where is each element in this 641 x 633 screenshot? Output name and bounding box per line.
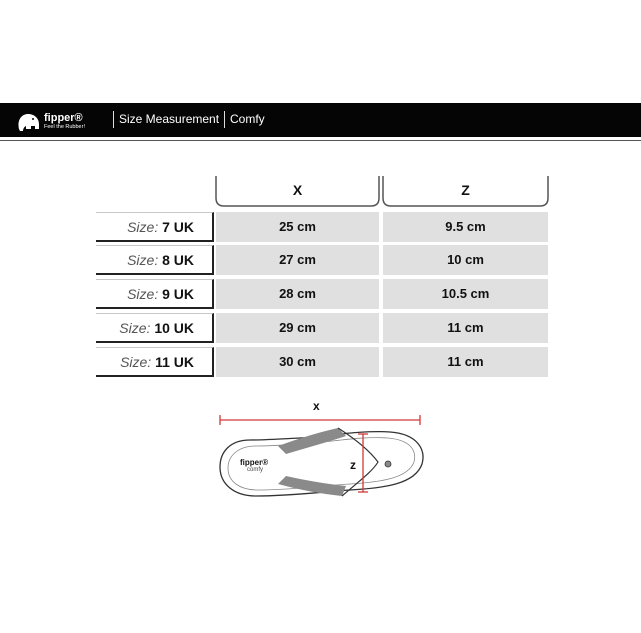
row-label-size: Size: 10 UK: [96, 313, 214, 343]
cell-x: 30 cm: [216, 347, 379, 377]
cell-x: 29 cm: [216, 313, 379, 343]
cell-x: 27 cm: [216, 245, 379, 275]
brand-logo: [15, 111, 105, 133]
size-value: 11 UK: [155, 354, 194, 370]
brand-tagline: Feel the Rubber!: [44, 124, 85, 130]
z-dimension-label: z: [350, 458, 356, 472]
row-label-size: Size: 11 UK: [96, 347, 214, 377]
x-dimension-label: x: [313, 399, 320, 413]
header-separator: [113, 111, 114, 128]
size-value: 7 UK: [162, 219, 194, 235]
cell-z: 9.5 cm: [383, 212, 548, 242]
size-value: 8 UK: [162, 252, 194, 268]
cell-z: 11 cm: [383, 347, 548, 377]
flip-flop-illustration: [210, 392, 440, 507]
header-underline: [0, 140, 641, 141]
sole-brand: fipper®: [240, 458, 269, 467]
column-header-x: X: [292, 182, 303, 198]
size-value: 9 UK: [162, 286, 194, 302]
row-label-size: Size: 9 UK: [96, 279, 214, 309]
flip-flop-diagram: [210, 392, 440, 507]
brand-name: fipper®: [44, 112, 83, 124]
page-title: Size Measurement: [119, 112, 220, 126]
cell-x: 28 cm: [216, 279, 379, 309]
cell-x: 25 cm: [216, 212, 379, 242]
sole-model: comfy: [247, 467, 264, 473]
size-value: 10 UK: [154, 320, 194, 336]
row-label-size: Size: 7 UK: [96, 212, 214, 242]
cell-z: 11 cm: [383, 313, 548, 343]
cell-z: 10.5 cm: [383, 279, 548, 309]
header-separator: [224, 111, 225, 128]
column-header-z: Z: [461, 182, 470, 198]
page-subtitle: Comfy: [230, 112, 265, 126]
cell-z: 10 cm: [383, 245, 548, 275]
row-label-size: Size: 8 UK: [96, 245, 214, 275]
elephant-icon: [15, 111, 41, 133]
header-banner: [0, 103, 641, 137]
